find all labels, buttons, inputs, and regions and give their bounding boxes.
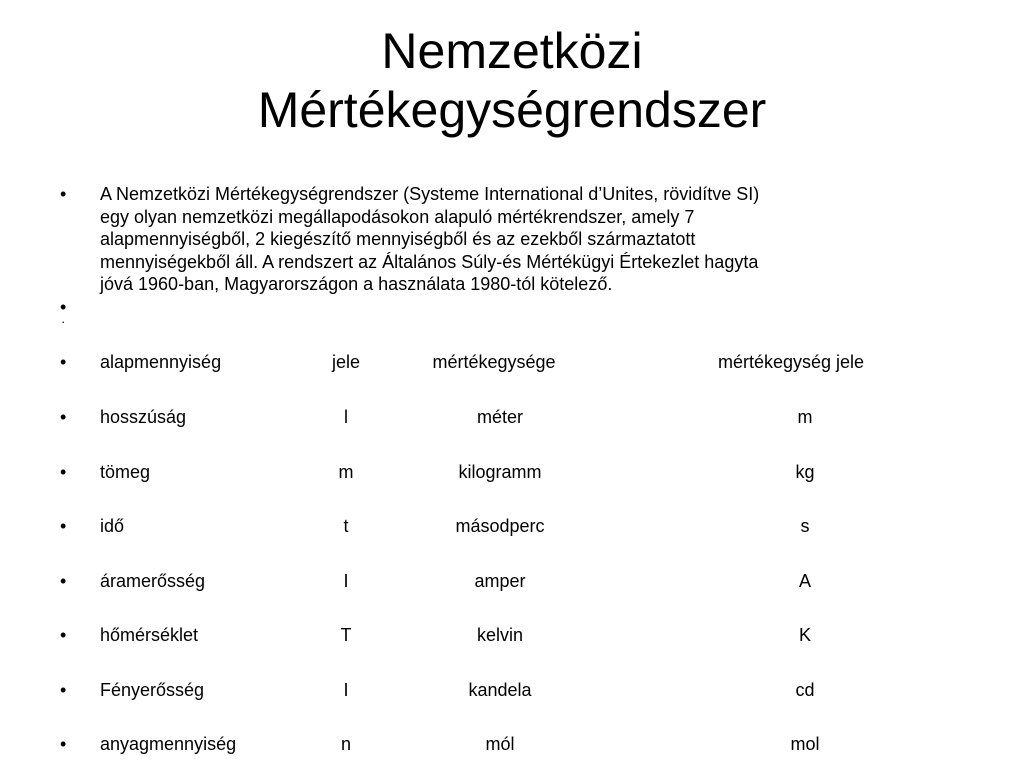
table-row xyxy=(0,569,1024,593)
cell-quantity: idő xyxy=(100,516,125,536)
table-row xyxy=(0,732,1024,756)
cell-quantity: hosszúság xyxy=(100,407,187,427)
cell-unit: kilogramm xyxy=(458,462,542,482)
intro-line: A Nemzetközi Mértékegységrendszer (Systeme International d’Unites, rövidítve SI) xyxy=(100,184,760,204)
table-row xyxy=(0,678,1024,702)
cell-unit-symbol: s xyxy=(800,516,810,536)
cell-unit-symbol: mol xyxy=(790,734,820,754)
cell-unit: másodperc xyxy=(455,516,545,536)
cell-symbol: n xyxy=(340,734,351,754)
intro-paragraph xyxy=(100,183,950,296)
bullet: • xyxy=(60,571,67,591)
cell-quantity: anyagmennyiség xyxy=(100,734,237,754)
bullet-empty: • xyxy=(60,297,67,317)
header-quantity: alapmennyiség xyxy=(100,352,222,372)
bullet: • xyxy=(60,352,67,372)
cell-symbol: l xyxy=(344,407,348,427)
cell-unit-symbol: K xyxy=(798,625,811,645)
bullet: • xyxy=(60,680,67,700)
cell-unit-symbol: m xyxy=(797,407,813,427)
header-unit: mértékegysége xyxy=(432,352,556,372)
table-row xyxy=(0,623,1024,647)
cell-symbol: I xyxy=(343,571,349,591)
cell-unit: kelvin xyxy=(476,625,524,645)
header-unit-symbol: mértékegység jele xyxy=(717,352,865,372)
cell-quantity: Fényerősség xyxy=(100,680,205,700)
bullet: • xyxy=(60,734,67,754)
bullet: • xyxy=(60,516,67,536)
cell-symbol: m xyxy=(338,462,354,482)
cell-unit: amper xyxy=(474,571,526,591)
cell-unit-symbol: cd xyxy=(795,680,815,700)
cell-quantity: tömeg xyxy=(100,462,151,482)
intro-line: mennyiségekből áll. A rendszert az Általános Súly-és Mértékügyi Értekezlet hagyta xyxy=(100,251,759,272)
cell-unit: kandela xyxy=(468,680,532,700)
bullet-intro: • xyxy=(60,184,67,204)
cell-unit-symbol: A xyxy=(798,571,811,591)
slide-title-line-2: Mértékegységrendszer xyxy=(257,82,767,138)
table-row xyxy=(0,514,1024,538)
cell-unit: mól xyxy=(485,734,515,754)
bullet: • xyxy=(60,625,67,645)
cell-symbol: t xyxy=(343,516,349,536)
intro-line: jóvá 1960-ban, Magyarországon a használata 1980-tól kötelező. xyxy=(100,274,613,294)
bullet: • xyxy=(60,407,67,427)
intro-line: alapmennyiségből, 2 kiegészítő mennyiségből és az ezekből származtatott xyxy=(100,229,696,249)
cell-quantity: áramerősség xyxy=(100,571,206,591)
intro-line: egy olyan nemzetközi megállapodásokon alapuló mértékrendszer, amely 7 xyxy=(100,206,695,227)
cell-symbol: T xyxy=(340,625,352,645)
cell-unit: méter xyxy=(476,407,523,427)
table-header-row xyxy=(0,350,1024,374)
slide-title xyxy=(0,22,1024,140)
bullet: • xyxy=(60,462,67,482)
table-row xyxy=(0,405,1024,429)
small-dot: · xyxy=(61,314,66,329)
header-symbol: jele xyxy=(331,352,361,372)
cell-quantity: hőmérséklet xyxy=(100,625,199,645)
slide-title-line-1: Nemzetközi xyxy=(381,23,643,79)
table-row xyxy=(0,460,1024,484)
cell-symbol: I xyxy=(343,680,349,700)
cell-unit-symbol: kg xyxy=(795,462,815,482)
